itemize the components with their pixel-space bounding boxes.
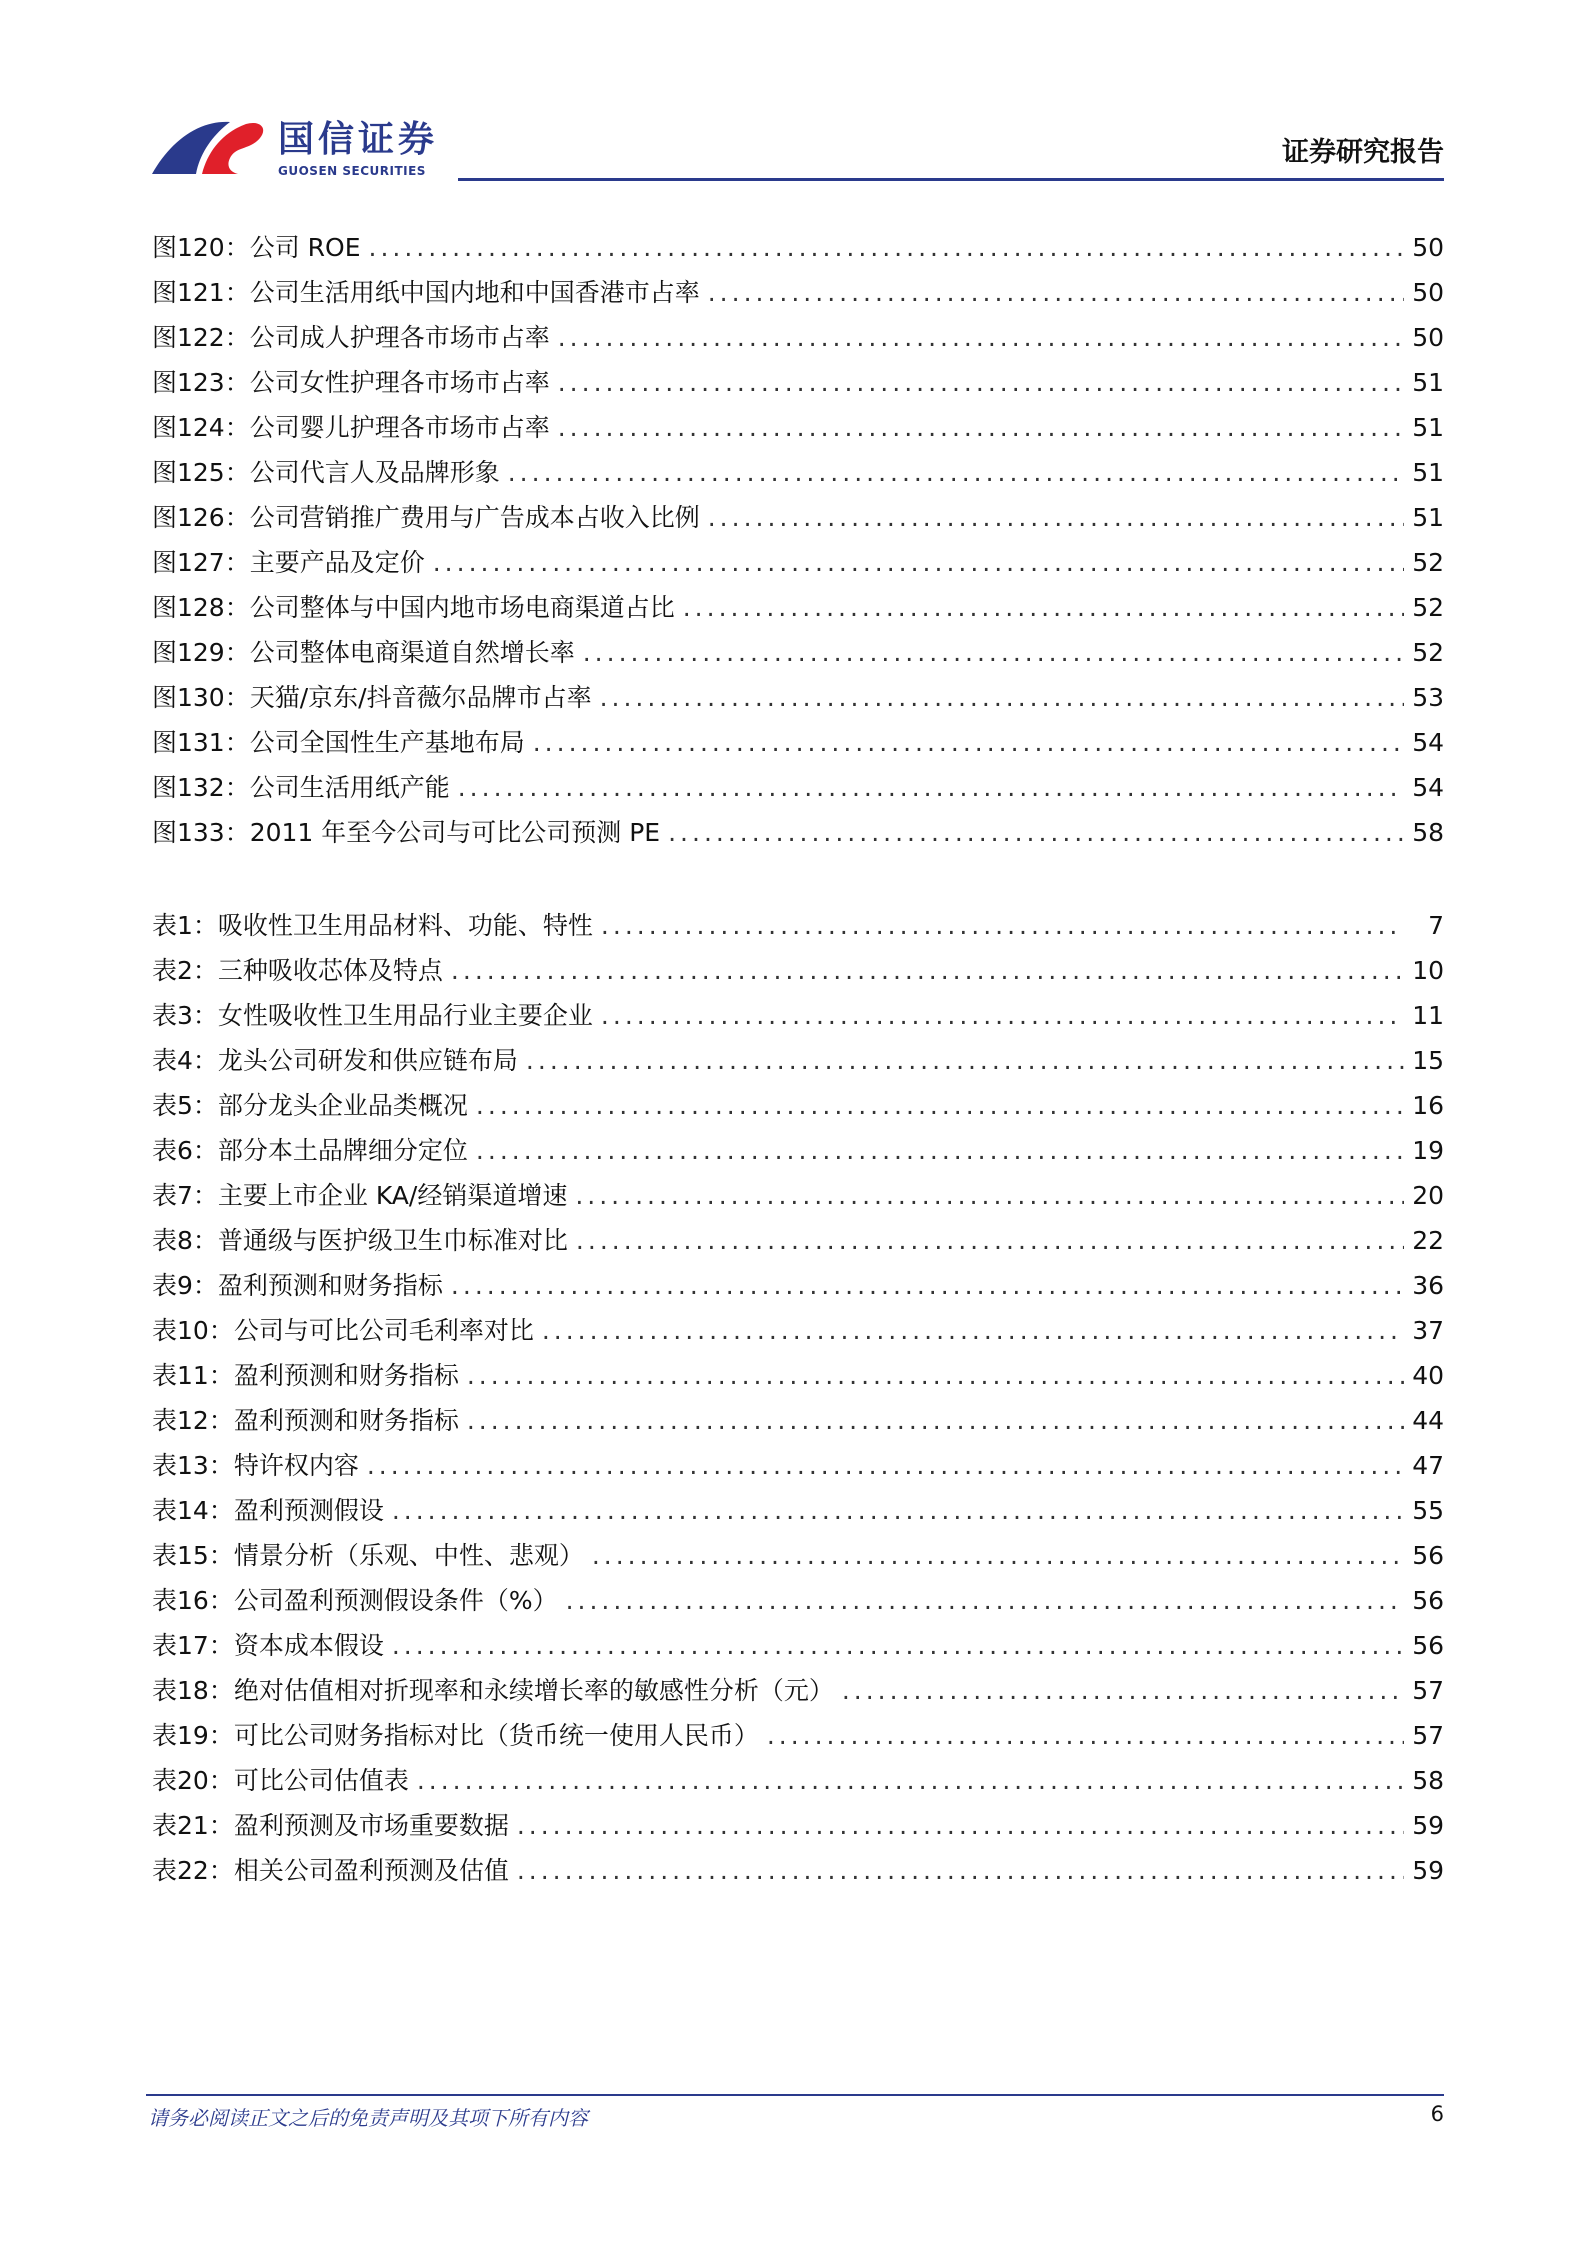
entry-label: 图127： [152,548,250,577]
entry-title: 盈利预测和财务指标 [233,1361,459,1390]
dot-leader [668,810,1404,855]
dot-leader [576,1218,1404,1263]
table-entry[interactable] [152,1443,1444,1488]
table-entry[interactable] [152,1488,1444,1533]
entry-page: 50 [1412,278,1444,307]
page-number: 6 [1430,2102,1444,2126]
header-divider [458,178,1444,181]
dot-leader [533,720,1404,765]
entry-label: 表13： [152,1451,234,1480]
entry-label: 表2： [152,956,218,985]
dot-leader [467,1398,1404,1443]
entry-page: 52 [1412,548,1444,577]
entry-label: 图124： [152,413,250,442]
table-entry[interactable] [152,1398,1444,1443]
figure-entry[interactable] [152,405,1444,450]
entry-title: 公司与可比公司毛利率对比 [233,1316,534,1345]
entry-label: 图120： [152,233,250,262]
entry-page: 37 [1412,1316,1444,1345]
figure-entry[interactable] [152,810,1444,855]
dot-leader [601,993,1404,1038]
entry-page: 51 [1412,503,1444,532]
entry-page: 19 [1412,1136,1444,1165]
entry-title: 公司婴儿护理各市场市占率 [249,413,550,442]
table-entry[interactable] [152,1848,1444,1893]
entry-title: 龙头公司研发和供应链布局 [217,1046,518,1075]
entry-page: 52 [1412,638,1444,667]
figure-entry[interactable] [152,270,1444,315]
dot-leader [392,1623,1404,1668]
dot-leader [558,360,1404,405]
dot-leader [476,1128,1404,1173]
dot-leader [517,1848,1404,1893]
figure-entry[interactable] [152,315,1444,360]
dot-leader [433,540,1404,585]
entry-label: 图133： [152,818,250,847]
entry-page: 50 [1412,233,1444,262]
table-entry[interactable] [152,1578,1444,1623]
table-entry[interactable] [152,1128,1444,1173]
entry-title: 盈利预测和财务指标 [233,1406,459,1435]
entry-label: 表15： [152,1541,234,1570]
entry-label: 表3： [152,1001,218,1030]
entry-page: 40 [1412,1361,1444,1390]
entry-page: 56 [1412,1541,1444,1570]
dot-leader [369,225,1404,270]
dot-leader [451,1263,1404,1308]
table-index-list [152,903,1444,1893]
entry-label: 表6： [152,1136,218,1165]
dot-leader [517,1803,1404,1848]
table-entry[interactable] [152,1083,1444,1128]
entry-title: 三种吸收芯体及特点 [217,956,443,985]
guosen-logo-icon [150,112,270,182]
dot-leader [467,1353,1404,1398]
table-entry[interactable] [152,1623,1444,1668]
page-header [0,0,1586,200]
entry-label: 表21： [152,1811,234,1840]
dot-leader [392,1488,1404,1533]
entry-page: 51 [1412,368,1444,397]
entry-page: 59 [1412,1811,1444,1840]
figure-entry[interactable] [152,630,1444,675]
entry-label: 表18： [152,1676,234,1705]
entry-label: 表14： [152,1496,234,1525]
entry-title: 公司营销推广费用与广告成本占收入比例 [249,503,700,532]
figure-entry[interactable] [152,450,1444,495]
dot-leader [542,1308,1404,1353]
figure-entry[interactable] [152,225,1444,270]
dot-leader [708,270,1404,315]
entry-title: 普通级与医护级卫生巾标准对比 [217,1226,568,1255]
entry-title: 公司生活用纸中国内地和中国香港市占率 [249,278,700,307]
dot-leader [566,1578,1404,1623]
figure-entry[interactable] [152,495,1444,540]
entry-page: 59 [1412,1856,1444,1885]
entry-title: 天猫/京东/抖音薇尔品牌市占率 [249,683,592,712]
table-entry[interactable] [152,1713,1444,1758]
entry-title: 公司整体电商渠道自然增长率 [249,638,575,667]
entry-title: 绝对估值相对折现率和永续增长率的敏感性分析（元） [233,1676,834,1705]
entry-title: 公司盈利预测假设条件（%） [233,1586,558,1615]
entry-label: 表11： [152,1361,234,1390]
entry-label: 表19： [152,1721,234,1750]
entry-page: 53 [1412,683,1444,712]
table-entry[interactable] [152,1533,1444,1578]
table-entry[interactable] [152,1218,1444,1263]
brand-block [278,120,438,178]
dot-leader [601,903,1404,948]
entry-title: 公司 ROE [249,233,361,262]
dot-leader [558,405,1404,450]
entry-label: 图132： [152,773,250,802]
entry-page: 55 [1412,1496,1444,1525]
table-entry[interactable] [152,903,1444,948]
entry-title: 公司生活用纸产能 [249,773,450,802]
entry-page: 57 [1412,1721,1444,1750]
entry-title: 公司全国性生产基地布局 [249,728,525,757]
dot-leader [708,495,1404,540]
entry-page: 11 [1412,1001,1444,1030]
entry-label: 图131： [152,728,250,757]
figure-entry[interactable] [152,360,1444,405]
dot-leader [600,675,1404,720]
dot-leader [842,1668,1404,1713]
dot-leader [683,585,1404,630]
entry-label: 表9： [152,1271,218,1300]
dot-leader [458,765,1404,810]
entry-page: 51 [1412,458,1444,487]
brand-name-cn: 国信证券 [278,119,439,160]
dot-leader [526,1038,1404,1083]
dot-leader [575,1173,1404,1218]
entry-page: 56 [1412,1586,1444,1615]
table-entry[interactable] [152,1308,1444,1353]
entry-label: 表8： [152,1226,218,1255]
entry-label: 表16： [152,1586,234,1615]
entry-title: 主要上市企业 KA/经销渠道增速 [217,1181,568,1210]
entry-page: 15 [1412,1046,1444,1075]
report-type-label: 证券研究报告 [1282,137,1444,168]
figure-entry[interactable] [152,585,1444,630]
entry-title: 盈利预测及市场重要数据 [233,1811,509,1840]
entry-title: 公司成人护理各市场市占率 [249,323,550,352]
figure-entry[interactable] [152,675,1444,720]
entry-title: 资本成本假设 [233,1631,384,1660]
entry-page: 7 [1428,911,1444,940]
entry-title: 可比公司估值表 [233,1766,409,1795]
entry-page: 22 [1412,1226,1444,1255]
entry-page: 58 [1412,1766,1444,1795]
entry-page: 52 [1412,593,1444,622]
entry-label: 表7： [152,1181,218,1210]
entry-label: 表17： [152,1631,234,1660]
entry-page: 58 [1412,818,1444,847]
figure-index-list [152,225,1444,855]
entry-title: 部分龙头企业品类概况 [217,1091,468,1120]
table-entry[interactable] [152,1758,1444,1803]
entry-label: 表12： [152,1406,234,1435]
entry-title: 部分本土品牌细分定位 [217,1136,468,1165]
entry-label: 表4： [152,1046,218,1075]
table-entry[interactable] [152,1173,1444,1218]
entry-title: 吸收性卫生用品材料、功能、特性 [217,911,593,940]
entry-page: 50 [1412,323,1444,352]
entry-page: 20 [1412,1181,1444,1210]
entry-page: 54 [1412,773,1444,802]
table-entry[interactable] [152,1668,1444,1713]
entry-page: 51 [1412,413,1444,442]
entry-label: 图122： [152,323,250,352]
entry-title: 2011 年至今公司与可比公司预测 PE [249,818,661,847]
dot-leader [767,1713,1404,1758]
entry-page: 36 [1412,1271,1444,1300]
dot-leader [592,1533,1404,1578]
figure-entry[interactable] [152,540,1444,585]
entry-page: 57 [1412,1676,1444,1705]
figure-entry[interactable] [152,720,1444,765]
entry-page: 16 [1412,1091,1444,1120]
entry-title: 盈利预测和财务指标 [217,1271,443,1300]
entry-label: 表5： [152,1091,218,1120]
entry-page: 54 [1412,728,1444,757]
entry-label: 图128： [152,593,250,622]
entry-title: 盈利预测假设 [233,1496,384,1525]
brand-name-en: GUOSEN SECURITIES [278,164,426,178]
dot-leader [451,948,1404,993]
entry-label: 图129： [152,638,250,667]
dot-leader [476,1083,1404,1128]
entry-title: 相关公司盈利预测及估值 [233,1856,509,1885]
dot-leader [417,1758,1404,1803]
footer-divider [146,2094,1444,2096]
entry-page: 44 [1412,1406,1444,1435]
dot-leader [583,630,1404,675]
entry-label: 表20： [152,1766,234,1795]
entry-title: 公司整体与中国内地市场电商渠道占比 [249,593,675,622]
table-entry[interactable] [152,948,1444,993]
table-entry[interactable] [152,1803,1444,1848]
table-entry[interactable] [152,1353,1444,1398]
entry-label: 图125： [152,458,250,487]
entry-page: 47 [1412,1451,1444,1480]
table-entry[interactable] [152,1038,1444,1083]
entry-label: 表22： [152,1856,234,1885]
dot-leader [558,315,1404,360]
entry-page: 10 [1412,956,1444,985]
entry-label: 表1： [152,911,218,940]
entry-title: 主要产品及定价 [249,548,425,577]
entry-page: 56 [1412,1631,1444,1660]
entry-label: 图130： [152,683,250,712]
entry-title: 可比公司财务指标对比（货币统一使用人民币） [233,1721,759,1750]
entry-label: 图121： [152,278,250,307]
dot-leader [367,1443,1404,1488]
entry-title: 公司女性护理各市场市占率 [249,368,550,397]
entry-label: 图123： [152,368,250,397]
table-entry[interactable] [152,1263,1444,1308]
dot-leader [508,450,1404,495]
footer-disclaimer: 请务必阅读正文之后的免责声明及其项下所有内容 [148,2106,588,2130]
entry-title: 情景分析（乐观、中性、悲观） [233,1541,584,1570]
table-entry[interactable] [152,993,1444,1038]
entry-label: 图126： [152,503,250,532]
entry-title: 女性吸收性卫生用品行业主要企业 [217,1001,593,1030]
entry-label: 表10： [152,1316,234,1345]
figure-entry[interactable] [152,765,1444,810]
entry-title: 特许权内容 [233,1451,359,1480]
entry-title: 公司代言人及品牌形象 [249,458,500,487]
